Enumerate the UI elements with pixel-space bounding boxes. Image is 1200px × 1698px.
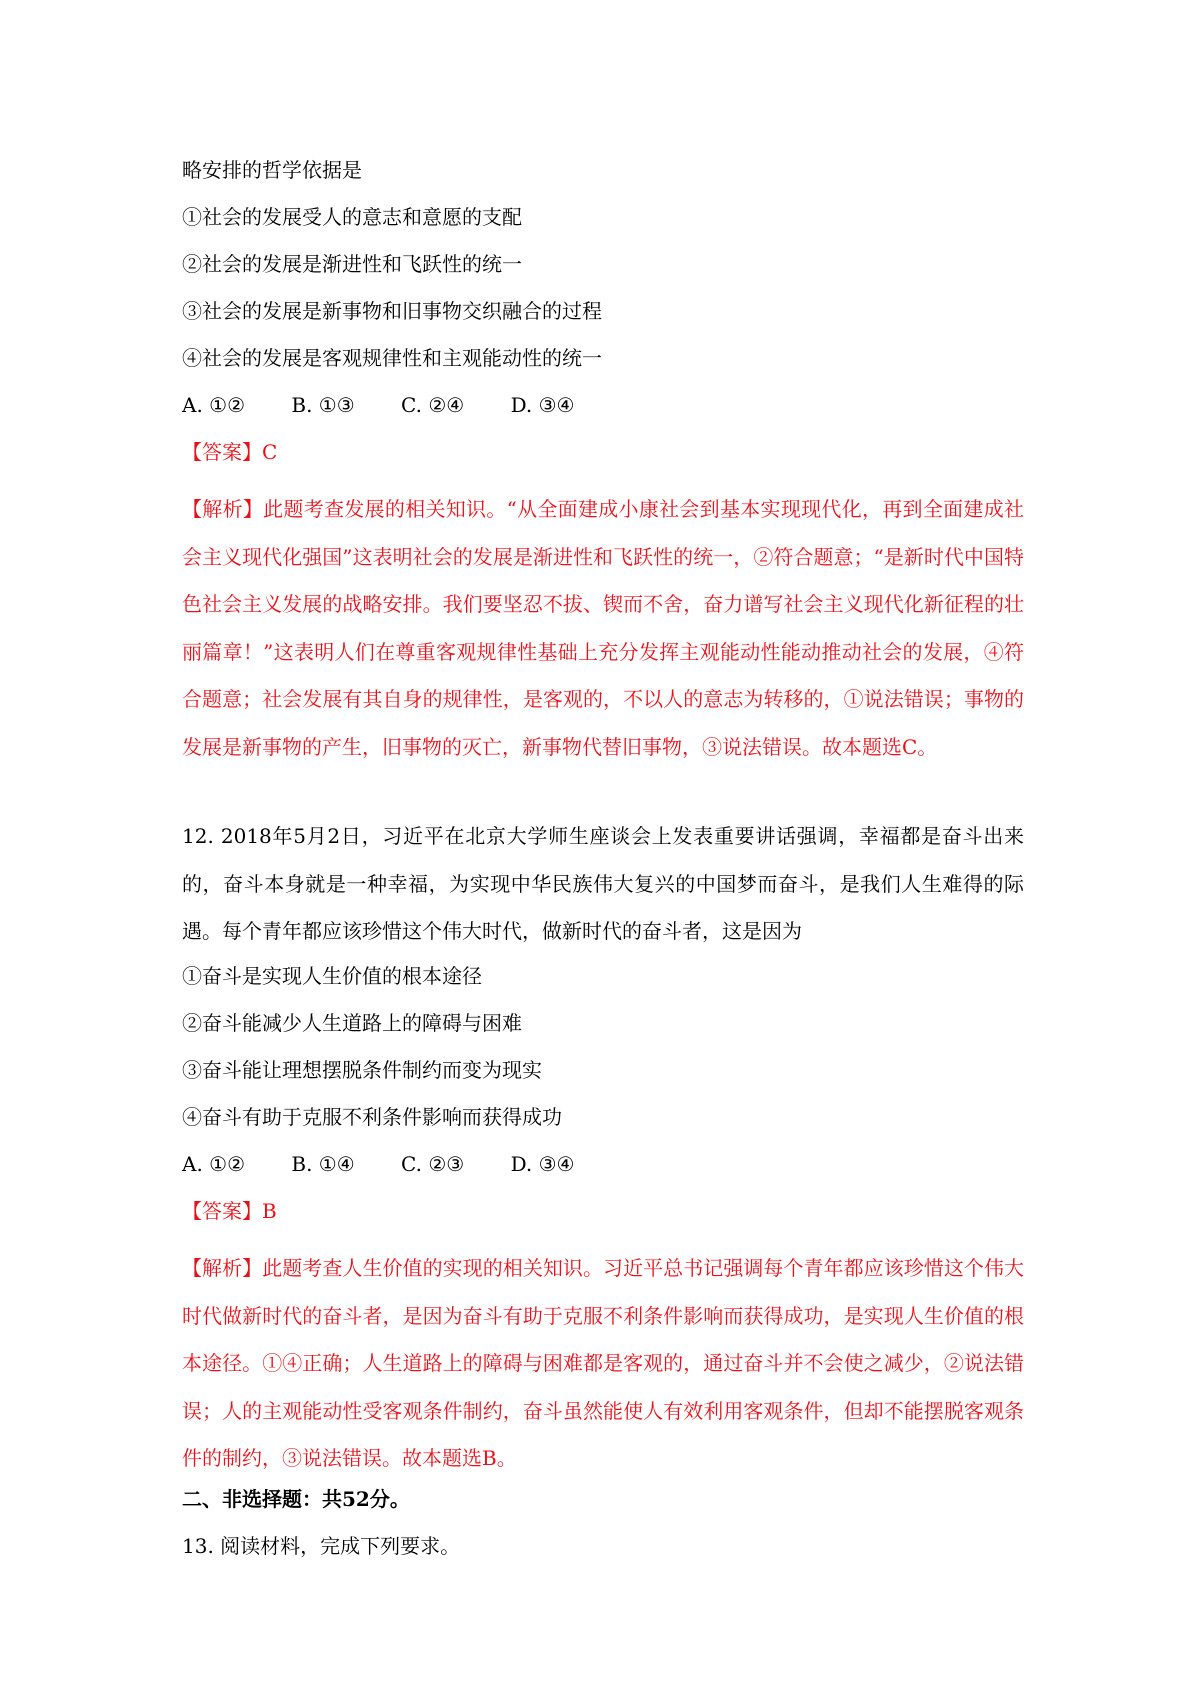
q11-choice-d: D. ③④ — [510, 393, 575, 417]
q12-option-3: ③奋斗能让理想摆脱条件制约而变为现实 — [182, 1058, 542, 1082]
section2-heading: 二、非选择题：共52分。 — [182, 1487, 410, 1511]
q11-choices — [182, 391, 614, 419]
q12-choice-a: A. ①② — [182, 1152, 246, 1176]
q12-choices — [182, 1150, 614, 1178]
q12-option-2: ②奋斗能减少人生道路上的障碍与困难 — [182, 1011, 522, 1035]
q11-stem-tail: 略安排的哲学依据是 — [182, 158, 362, 182]
q11-analysis: 【解析】此题考查发展的相关知识。“从全面建成小康社会到基本实现现代化，再到全面建成社会主义现代化强国”这表明社会的发展是渐进性和飞跃性的统一，②符合题意；“是新时代中国特色社会主义发展的战略安排。我们要坚忍不拔、锲而不舍，奋力谱写社会主义现代化新征程的壮丽篇章！”这表明人们在尊重客观规律性基础上充分发挥主观能动性能动推动社会的发展，④符合题意；社会发展有其自身的规律性，是客观的，不以人的意志为转移的，①说法错误；事物的发展是新事物的产生，旧事物的灭亡，新事物代替旧事物，③说法错误。故本题选C。 — [182, 497, 1024, 759]
q12-stem: 12. 2018年5月2日，习近平在北京大学师生座谈会上发表重要讲话强调，幸福都是奋斗出来的，奋斗本身就是一种幸福，为实现中华民族伟大复兴的中国梦而奋斗，是我们人生难得的际遇。每个青年都应该珍惜这个伟大时代，做新时代的奋斗者，这是因为 — [182, 824, 1024, 943]
q11-option-4: ④社会的发展是客观规律性和主观能动性的统一 — [182, 346, 602, 370]
q12-option-1: ①奋斗是实现人生价值的根本途径 — [182, 964, 482, 988]
q12-choice-d: D. ③④ — [510, 1152, 575, 1176]
q12-option-4: ④奋斗有助于克服不利条件影响而获得成功 — [182, 1105, 562, 1129]
q11-choice-b: B. ①③ — [291, 393, 355, 417]
q13-stem: 13. 阅读材料，完成下列要求。 — [182, 1534, 461, 1558]
q11-option-3: ③社会的发展是新事物和旧事物交织融合的过程 — [182, 299, 602, 323]
q11-answer: 【答案】C — [182, 440, 278, 464]
q12-answer: 【答案】B — [182, 1199, 277, 1223]
q11-option-1: ①社会的发展受人的意志和意愿的支配 — [182, 205, 522, 229]
q12-choice-b: B. ①④ — [291, 1152, 355, 1176]
q12-choice-c: C. ②③ — [401, 1152, 465, 1176]
q11-choice-c: C. ②④ — [401, 393, 465, 417]
q11-choice-a: A. ①② — [182, 393, 246, 417]
q12-analysis: 【解析】此题考查人生价值的实现的相关知识。习近平总书记强调每个青年都应该珍惜这个伟大时代做新时代的奋斗者，是因为奋斗有助于克服不利条件影响而获得成功，是实现人生价值的根本途径。①④正确；人生道路上的障碍与困难都是客观的，通过奋斗并不会使之减少，②说法错误；人的主观能动性受客观条件制约，奋斗虽然能使人有效利用客观条件，但却不能摆脱客观条件的制约，③说法错误。故本题选B。 — [182, 1256, 1024, 1470]
q11-option-2: ②社会的发展是渐进性和飞跃性的统一 — [182, 252, 522, 276]
